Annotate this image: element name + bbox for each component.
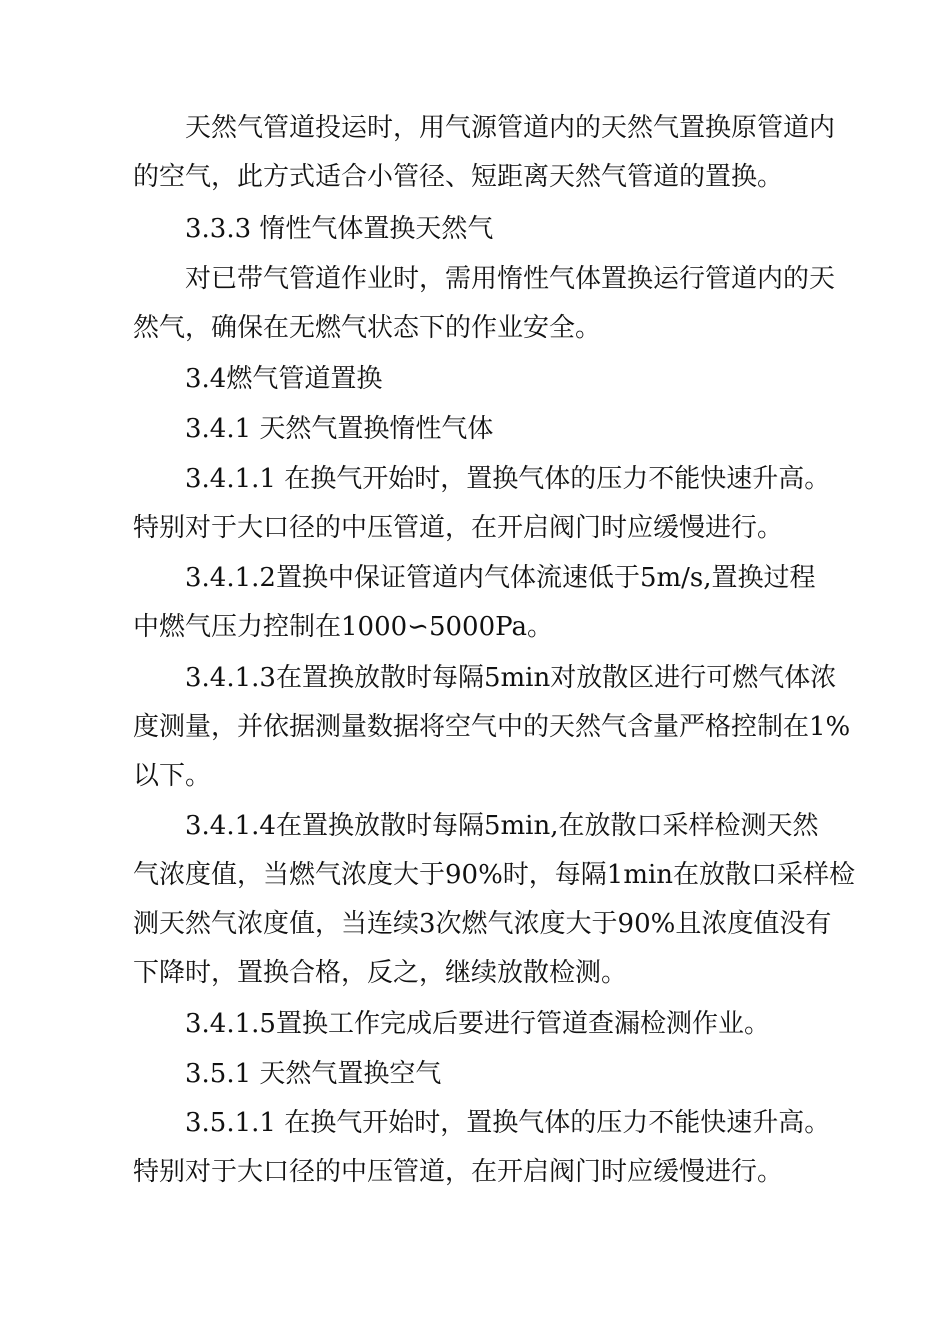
text-line: 3.4.1.5置换工作完成后要进行管道查漏检测作业。 (185, 1009, 770, 1039)
paragraph-3-4-1-5 (133, 1000, 833, 1049)
paragraph-3-4-1-3 (133, 654, 851, 801)
text-line: 3.4.1.4在置换放散时每隔5min,在放散口采样检测天然 (185, 811, 819, 841)
text-line: 对已带气管道作业时，需用惰性气体置换运行管道内的天 (185, 264, 836, 294)
section-heading: 3.3.3 惰性气体置换天然气 (185, 214, 494, 244)
text-line: 3.4.1.1 在换气开始时，置换气体的压力不能快速升高。 (185, 464, 831, 494)
text-line: 中燃气压力控制在1000∽5000Pa。 (133, 612, 553, 642)
text-line: 以下。 (133, 761, 212, 791)
section-heading: 3.4.1 天然气置换惰性气体 (185, 414, 494, 444)
text-line: 然气，确保在无燃气状态下的作业安全。 (133, 313, 602, 343)
text-line: 3.5.1.1 在换气开始时，置换气体的压力不能快速升高。 (185, 1108, 831, 1138)
section-heading: 3.4燃气管道置换 (185, 364, 383, 394)
text-line: 气浓度值，当燃气浓度大于90%时，每隔1min在放散口采样检 (133, 860, 856, 890)
heading-3-5-1 (133, 1050, 833, 1099)
heading-3-4 (133, 355, 833, 404)
text-line: 天然气管道投运时，用气源管道内的天然气置换原管道内 (185, 113, 836, 143)
paragraph-3-4-1-4 (133, 802, 856, 998)
text-line: 特别对于大口径的中压管道，在开启阀门时应缓慢进行。 (133, 1157, 784, 1187)
paragraph-pipeline-commissioning (133, 104, 836, 202)
section-heading: 3.5.1 天然气置换空气 (185, 1059, 442, 1089)
text-line: 测天然气浓度值，当连续3次燃气浓度大于90%且浓度值没有 (133, 909, 832, 939)
text-line: 3.4.1.3在置换放散时每隔5min对放散区进行可燃气体浓 (185, 663, 837, 693)
text-line: 特别对于大口径的中压管道，在开启阀门时应缓慢进行。 (133, 513, 784, 543)
paragraph-3-4-1-2 (133, 554, 833, 652)
text-line: 3.4.1.2置换中保证管道内气体流速低于5m/s,置换过程 (185, 563, 816, 593)
paragraph-3-4-1-1 (133, 455, 833, 553)
paragraph-inert-gas-purge (133, 255, 836, 353)
text-line: 度测量，并依据测量数据将空气中的天然气含量严格控制在1% (133, 712, 851, 742)
heading-3-3-3 (133, 205, 833, 254)
text-line: 下降时，置换合格，反之，继续放散检测。 (133, 958, 628, 988)
paragraph-3-5-1-1 (133, 1099, 833, 1197)
text-line: 的空气，此方式适合小管径、短距离天然气管道的置换。 (133, 162, 784, 192)
heading-3-4-1 (133, 405, 833, 454)
